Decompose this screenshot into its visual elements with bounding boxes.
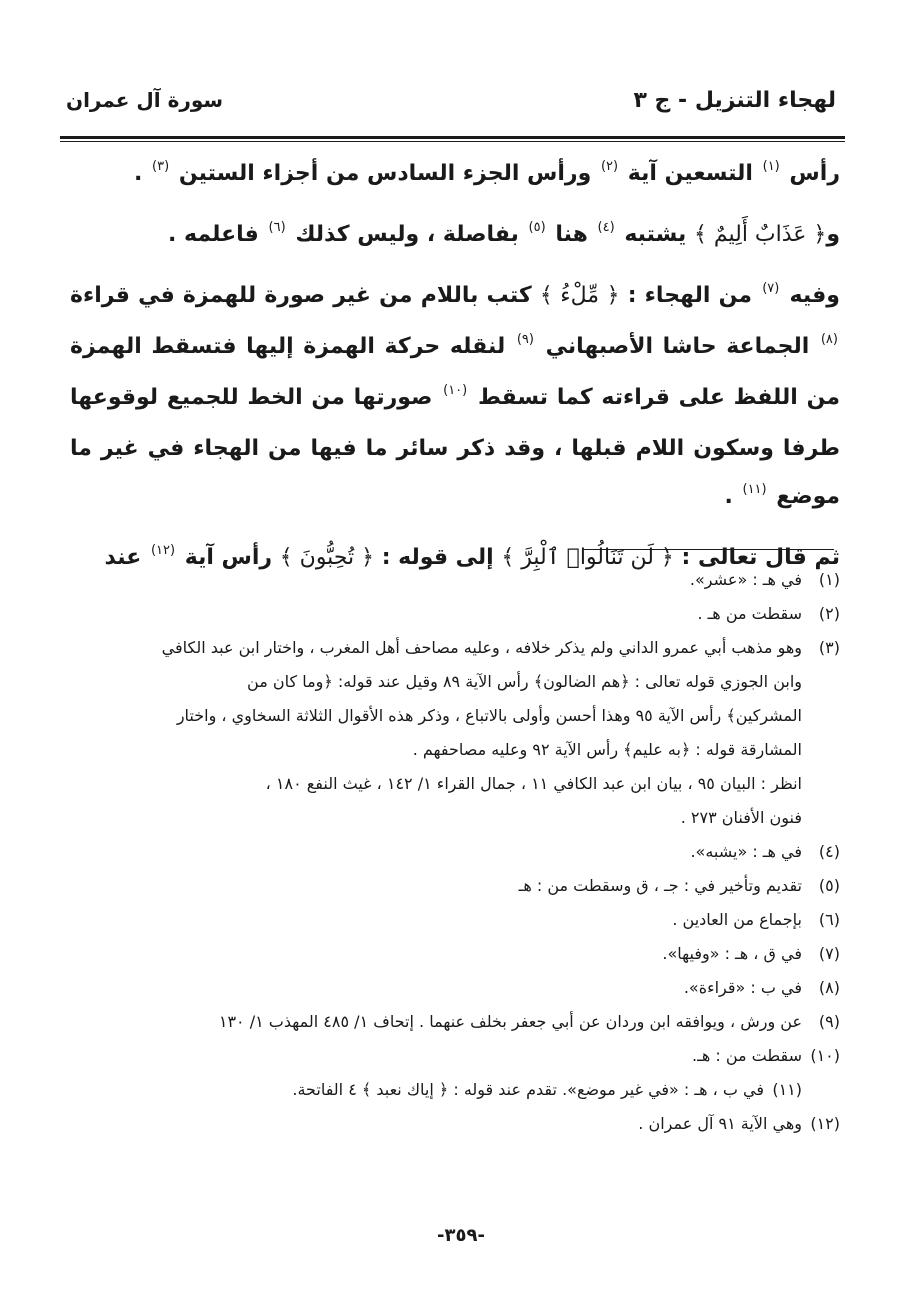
footnote-ref-9: (٩)	[516, 332, 534, 347]
footnote-text: في هـ : «يشبه».	[690, 842, 802, 861]
footnote-ref-10: (١٠)	[443, 383, 468, 398]
text-run: .	[133, 161, 143, 186]
footnote-text: سقطت من هـ .	[697, 604, 802, 623]
text-run: وفيه	[789, 283, 840, 308]
footnote-ref-12: (١٢)	[150, 543, 176, 558]
footnote-ref-3: (٣)	[152, 159, 170, 174]
footnote-ref-6: (٦)	[268, 220, 286, 235]
footnote-ref-2: (٢)	[600, 159, 619, 174]
text-run: إلى قوله :	[381, 545, 494, 570]
paragraph-1	[70, 150, 840, 201]
text-run: صورتها من الخط للجميع لوقوعها طرفا وسكون اللام قبلها ، وقد ذكر سائر ما فيها من الهجاء في غير ما موضع	[70, 385, 840, 509]
footnote-number: (١)	[818, 570, 840, 589]
footnote-number: (٤)	[818, 842, 840, 861]
page-number: -٣٥٩-	[437, 1225, 485, 1246]
footnote-line: انظر : البيان ٩٥ ، بيان ابن عبد الكافي ١١ ، جمال القراء ١/ ١٤٢ ، غيث النفع ١٨٠ ،	[265, 774, 802, 793]
text-run: بفاصلة ، وليس كذلك	[295, 222, 519, 247]
footnote-text: في ق ، هـ : «وفيها».	[662, 944, 802, 963]
text-run: لنقله حركة الهمزة إليها فتسقط الهمزة من اللفظ على قراءته كما تسقط	[70, 334, 840, 410]
footnote-separator	[584, 549, 834, 550]
footnote-number: (٩)	[818, 1012, 840, 1031]
footnote-text: سقطت من : هـ.	[692, 1046, 802, 1065]
footnote-number: (١١)	[772, 1080, 802, 1099]
footnote-number: (٥)	[818, 876, 840, 895]
header-rule-thick	[60, 136, 845, 139]
footnote-text	[70, 631, 802, 835]
quran-quote: ﴿ لَن تَنَالُوا۟ ٱلْبِرَّ ﴾	[501, 545, 674, 570]
footnote-text: بإجماع من العادين .	[672, 910, 802, 929]
paragraph-2	[70, 211, 840, 262]
text-run: ثم قال تعالى :	[681, 545, 840, 570]
footnote-text: في ب ، هـ : «في غير موضع». تقدم عند قوله : ﴿ إياك نعبد ﴾ ٤ الفاتحة.	[292, 1080, 764, 1099]
footnote-9	[70, 1005, 840, 1039]
quran-quote: ﴿ تُحِبُّونَ ﴾	[279, 545, 375, 570]
text-run: التسعين آية	[627, 161, 753, 186]
footnote-ref-7: (٧)	[762, 281, 780, 296]
text-run: فاعلمه .	[168, 222, 259, 247]
main-text	[70, 150, 840, 585]
footnote-text: في هـ : «عشر».	[689, 570, 802, 589]
text-run: رأس آية	[184, 545, 273, 570]
text-run: يشتبه	[624, 222, 687, 247]
text-run: عند	[104, 545, 142, 570]
text-run: الجماعة حاشا الأصبهاني	[545, 334, 810, 359]
footnote-number: (٧)	[818, 944, 840, 963]
footnote-number: (٨)	[818, 978, 840, 997]
running-book-title: لهجاء التنزيل - ج ٣	[633, 88, 836, 113]
quran-quote: ﴿ مِّلْءُ ﴾	[539, 283, 620, 308]
footnote-4	[70, 835, 840, 869]
footnote-8	[70, 971, 840, 1005]
running-surah-name: سورة آل عمران	[66, 88, 224, 112]
footnote-number: (١٢)	[810, 1114, 840, 1133]
footnote-1	[70, 563, 840, 597]
text-run: رأس	[789, 161, 840, 186]
text-run: ورأس الجزء السادس من أجزاء الستين	[178, 161, 592, 186]
footnote-line: المشركين﴾ رأس الآية ٩٥ وهذا أحسن وأولى بالاتباع ، وذكر هذه الأقوال الثلاثة السخاوي ، واختار	[176, 706, 802, 725]
footnote-line: وابن الجوزي قوله تعالى : ﴿هم الضالون﴾ رأس الآية ٨٩ وقيل عند قوله: ﴿وما كان من	[247, 672, 802, 691]
footnote-12	[70, 1107, 840, 1141]
footnote-number: (٢)	[818, 604, 840, 623]
text-run: .	[724, 484, 733, 509]
footnote-text: في ب : «قراءة».	[683, 978, 802, 997]
paragraph-3	[70, 272, 840, 524]
footnote-line: المشارقة قوله : ﴿به عليم﴾ رأس الآية ٩٢ وعليه مصاحفهم .	[412, 740, 802, 759]
footnote-2	[70, 597, 840, 631]
footnote-text: تقديم وتأخير في : جـ ، ق وسقطت من : هـ	[518, 876, 802, 895]
footnote-3	[70, 631, 840, 835]
footnote-ref-11: (١١)	[742, 482, 767, 497]
text-run: و	[826, 222, 840, 247]
footnote-text: عن ورش ، ويوافقه ابن وردان عن أبي جعفر بخلف عنهما . إتحاف ١/ ٤٨٥ المهذب ١/ ١٣٠	[218, 1012, 802, 1031]
footnote-line: فنون الأفنان ٢٧٣ .	[680, 808, 802, 827]
footnote-number: (٦)	[818, 910, 840, 929]
footnotes	[70, 563, 840, 1141]
footnote-ref-1: (١)	[762, 159, 780, 174]
text-run: من الهجاء :	[627, 283, 752, 308]
footnote-7	[70, 937, 840, 971]
quran-quote: ﴿ عَذَابٌ أَلِيمٌ ﴾	[693, 222, 827, 247]
footnote-11	[70, 1073, 840, 1107]
page-header	[66, 84, 836, 128]
footnote-line: وهو مذهب أبي عمرو الداني ولم يذكر خلافه ، وعليه مصاحف أهل المغرب ، واختار ابن عبد الكافي	[161, 638, 802, 657]
footnote-text: وهي الآية ٩١ آل عمران .	[638, 1114, 802, 1133]
header-rule-thin	[60, 141, 845, 142]
footnote-ref-4: (٤)	[597, 220, 615, 235]
footnote-number: (١٠)	[810, 1046, 840, 1065]
text-run: كتب باللام من غير صورة للهمزة في قراءة	[70, 283, 532, 308]
footnote-ref-5: (٥)	[528, 220, 546, 235]
footnote-ref-8: (٨)	[820, 332, 838, 347]
text-run: هنا	[555, 222, 588, 247]
footnote-10	[70, 1039, 840, 1073]
footnote-6	[70, 903, 840, 937]
footnote-number: (٣)	[818, 638, 840, 657]
footnote-5	[70, 869, 840, 903]
